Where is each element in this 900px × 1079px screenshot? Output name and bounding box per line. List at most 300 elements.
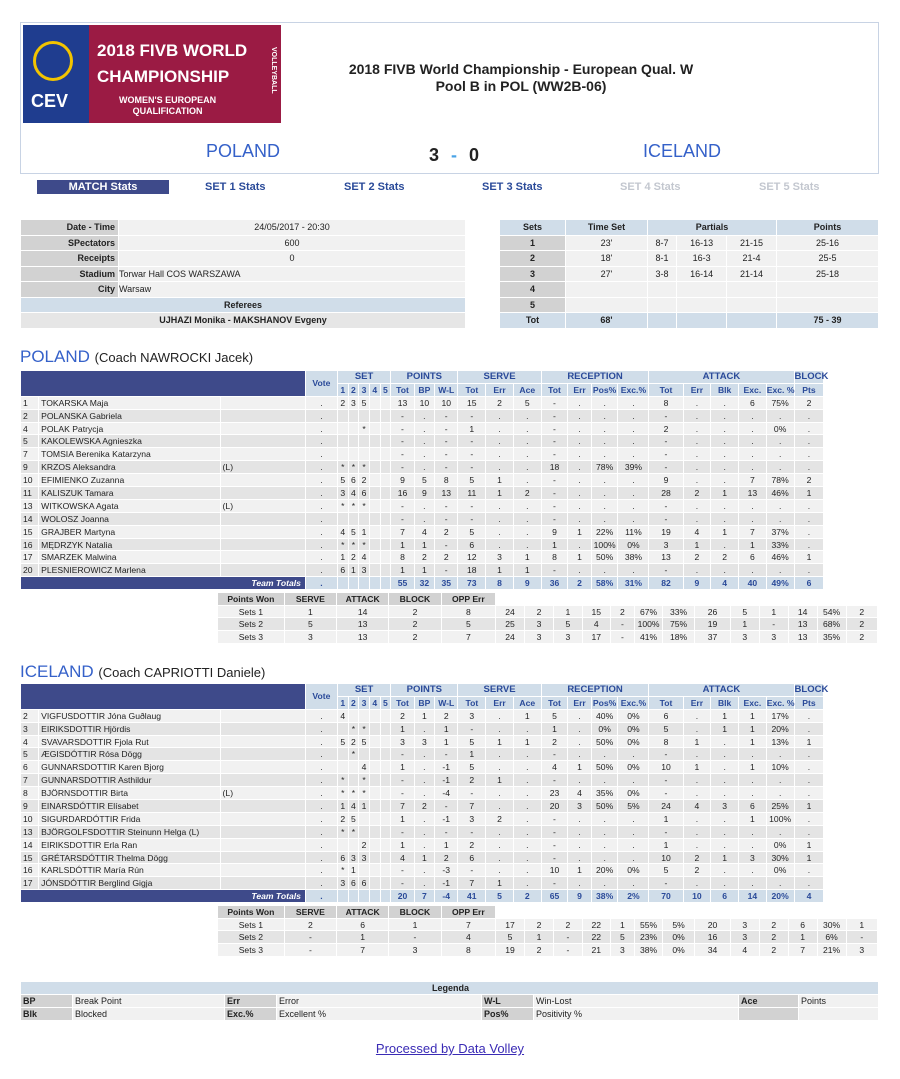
player-stat: . [739, 787, 767, 800]
player-stat: . [794, 525, 824, 538]
player-stat [380, 499, 391, 512]
player-stat: . [794, 774, 824, 787]
player-stat: . [568, 474, 591, 487]
set-cell: 21-14 [727, 266, 777, 282]
player-name: SMARZEK Malwina [39, 551, 220, 564]
player-stat: . [486, 709, 514, 722]
player-stat: 5 [348, 525, 359, 538]
player-stat: - [434, 499, 457, 512]
player-stat: . [305, 512, 337, 525]
set-stat: 3 [759, 631, 788, 644]
player-stat [220, 435, 305, 448]
player-stat: 1 [711, 487, 739, 500]
team-total-cell: 38% [591, 890, 618, 903]
player-stat [380, 735, 391, 748]
team-total-cell: 20% [766, 890, 794, 903]
player-stat: 1 [739, 709, 767, 722]
player-stat: 5 [458, 474, 486, 487]
player-stat: 2 [434, 709, 457, 722]
player-stat: - [391, 748, 414, 761]
legend-key: Ace [739, 995, 799, 1008]
set-stat: 34 [695, 944, 731, 957]
player-stat: 1 [683, 761, 711, 774]
info-value: 24/05/2017 - 20:30 [119, 220, 466, 236]
player-stat: . [591, 474, 618, 487]
player-stat [369, 825, 380, 838]
set-cell [677, 282, 727, 298]
player-name: TOKARSKA Maja [39, 396, 220, 409]
player-stat [369, 409, 380, 422]
player-name: PLESNIEROWICZ Marlena [39, 564, 220, 577]
player-stat: 5 [337, 474, 348, 487]
sets-col-header: ATTACK [337, 906, 389, 919]
player-stat: 0% [766, 838, 794, 851]
sets-header: Points [777, 220, 879, 236]
player-stat: 1 [391, 812, 414, 825]
team-total-cell: -4 [434, 890, 457, 903]
player-stat: . [414, 864, 434, 877]
tab-set-2-stats[interactable]: SET 2 Stats [344, 181, 405, 193]
set-stat: 3 [610, 944, 634, 957]
player-row [21, 435, 878, 448]
player-stat: . [739, 499, 767, 512]
player-name: SVAVARSDOTTIR Fjola Rut [39, 735, 220, 748]
sets-col-header: SERVE [284, 906, 336, 919]
poland-coach: (Coach NAWROCKI Jacek) [94, 350, 254, 365]
player-stat: 3 [458, 709, 486, 722]
set-stat: 22 [582, 931, 610, 944]
player-stat: - [649, 774, 683, 787]
set-stat: 5 [610, 931, 634, 944]
player-stat: . [591, 877, 618, 890]
set-label: Sets 1 [218, 918, 285, 931]
set-stat: 2 [846, 605, 877, 618]
player-stat: - [391, 422, 414, 435]
team-total-cell [359, 577, 370, 590]
player-stat: 1 [739, 761, 767, 774]
player-stat: - [541, 409, 568, 422]
player-stat: . [739, 864, 767, 877]
player-stat [380, 564, 391, 577]
player-stat: - [434, 800, 457, 813]
player-stat: * [337, 787, 348, 800]
player-stat: . [305, 761, 337, 774]
player-stat: . [739, 748, 767, 761]
set-stat: 2 [759, 944, 788, 957]
team-total-cell [380, 577, 391, 590]
player-stat [220, 864, 305, 877]
player-stat: 39% [618, 461, 649, 474]
player-stat: 11% [618, 525, 649, 538]
player-stat: 6 [739, 551, 767, 564]
player-stat: 2 [458, 838, 486, 851]
player-stat: 2 [359, 474, 370, 487]
player-stat: 1 [391, 564, 414, 577]
set-stat: 5 [284, 618, 336, 631]
sub-header: Blk [711, 383, 739, 396]
player-stat: - [541, 396, 568, 409]
player-stat: 3 [359, 564, 370, 577]
player-stat [337, 748, 348, 761]
player-stat: 0% [618, 722, 649, 735]
serve-group-header: SERVE [458, 684, 541, 697]
player-stat: * [348, 461, 359, 474]
player-stat: 5 [359, 396, 370, 409]
player-stat [220, 396, 305, 409]
player-stat: 17 [21, 877, 39, 890]
set-stat: 3 [730, 631, 759, 644]
player-stat: . [711, 461, 739, 474]
player-name: WITKOWSKA Agata [39, 499, 220, 512]
legend-key: Err [225, 995, 277, 1008]
set-stat: 5 [496, 931, 525, 944]
player-stat: . [766, 748, 794, 761]
player-stat: . [305, 487, 337, 500]
player-stat: 4 [541, 761, 568, 774]
player-stat: . [794, 812, 824, 825]
set-stat: 1 [337, 931, 389, 944]
set-cell: 18' [566, 251, 648, 267]
away-score: 0 [469, 145, 480, 165]
player-stat: 1 [541, 538, 568, 551]
player-stat: (L) [220, 787, 305, 800]
player-row [21, 409, 878, 422]
player-stat: . [568, 448, 591, 461]
player-stat: . [414, 422, 434, 435]
player-stat: - [541, 774, 568, 787]
player-stat: -3 [434, 864, 457, 877]
player-stat: 1 [337, 800, 348, 813]
tab-set-1-stats[interactable]: SET 1 Stats [205, 181, 266, 193]
player-stat: . [486, 748, 514, 761]
tab-set-3-stats[interactable]: SET 3 Stats [482, 181, 543, 193]
player-stat: 10 [541, 864, 568, 877]
player-stat: . [766, 435, 794, 448]
player-stat: . [305, 864, 337, 877]
player-stat: . [739, 774, 767, 787]
player-stat [348, 448, 359, 461]
set-stat: 1 [730, 618, 759, 631]
set-stats-row [218, 631, 878, 644]
legend-key: BP [21, 995, 73, 1008]
set-stat: 14 [337, 605, 389, 618]
player-stat: . [513, 851, 541, 864]
player-stat: . [568, 735, 591, 748]
player-stat: - [458, 409, 486, 422]
player-stat: . [766, 461, 794, 474]
player-stat: . [305, 722, 337, 735]
player-stat: - [541, 748, 568, 761]
footer [0, 1041, 900, 1056]
team-total-cell: 14 [739, 890, 767, 903]
set-stat: 1 [788, 931, 817, 944]
player-stat: 2 [434, 525, 457, 538]
player-stat: . [305, 774, 337, 787]
player-stat: 6 [337, 564, 348, 577]
player-stat: 20% [591, 864, 618, 877]
player-stat: 4 [359, 761, 370, 774]
set-cell [566, 297, 648, 313]
player-stat [369, 448, 380, 461]
legend-key [739, 1008, 799, 1021]
player-stat: . [305, 787, 337, 800]
player-stat: . [414, 825, 434, 838]
player-row [21, 512, 878, 525]
set-stat: 37 [695, 631, 731, 644]
player-stat: . [591, 748, 618, 761]
player-stat: . [618, 774, 649, 787]
logo-line-1: 2018 FIVB WORLD [97, 41, 248, 60]
sub-header: Tot [649, 696, 683, 709]
set-stats-row [218, 605, 878, 618]
player-stat: 5 [513, 396, 541, 409]
player-stat: 12 [458, 551, 486, 564]
player-stat [369, 461, 380, 474]
sub-header: Blk [711, 696, 739, 709]
player-stat: 15 [21, 525, 39, 538]
player-stat: 3 [348, 396, 359, 409]
set-stats-row [218, 918, 878, 931]
sub-header: Err [486, 696, 514, 709]
player-stat: - [391, 512, 414, 525]
player-stat: 2 [513, 487, 541, 500]
player-stat: . [486, 761, 514, 774]
player-stat [220, 512, 305, 525]
player-stat: 11 [21, 487, 39, 500]
player-stat: . [513, 461, 541, 474]
player-stat [359, 812, 370, 825]
player-stat: 20 [541, 800, 568, 813]
player-stat: . [683, 474, 711, 487]
set-stat: 54% [817, 605, 846, 618]
player-stat [380, 461, 391, 474]
player-stat: 23 [541, 787, 568, 800]
set-stats-row [218, 931, 878, 944]
player-stat: . [486, 448, 514, 461]
header-corner [21, 684, 306, 710]
player-row [21, 851, 878, 864]
player-stat: 5 [348, 812, 359, 825]
sub-header: Tot [541, 696, 568, 709]
set-stat: 1 [610, 918, 634, 931]
player-stat: . [618, 812, 649, 825]
player-stat: . [513, 474, 541, 487]
legend-desc: Break Point [73, 995, 225, 1008]
player-stat: 0% [618, 709, 649, 722]
team-total-cell: . [305, 577, 337, 590]
logo-line-3b: QUALIFICATION [132, 106, 203, 116]
set-stat: 68% [817, 618, 846, 631]
sub-header: 3 [359, 696, 370, 709]
set-cell [648, 282, 677, 298]
player-stat: 2 [348, 735, 359, 748]
player-stat: 16 [21, 864, 39, 877]
player-stat: 6 [739, 800, 767, 813]
team-total-cell [369, 890, 380, 903]
player-name: GUNNARSDOTTIR Karen Bjorg [39, 761, 220, 774]
player-stat: 9 [21, 800, 39, 813]
team-total-cell: 9 [513, 577, 541, 590]
player-stat: . [591, 851, 618, 864]
player-stat: 4 [568, 787, 591, 800]
player-stat: 8 [434, 474, 457, 487]
set-stat: 21% [817, 944, 846, 957]
player-stat: * [359, 538, 370, 551]
player-name: BJÖRNSDOTTIR Birta [39, 787, 220, 800]
player-row [21, 825, 878, 838]
player-stat: 17 [21, 551, 39, 564]
player-stat: 2 [541, 735, 568, 748]
player-stat: . [414, 774, 434, 787]
player-stat: 13 [649, 551, 683, 564]
player-stat: . [513, 525, 541, 538]
set-cell: 21-15 [727, 235, 777, 251]
player-stat [220, 748, 305, 761]
poland-stats-table [20, 370, 878, 590]
set-stats-row [218, 618, 878, 631]
data-volley-link[interactable]: Processed by Data Volley [375, 1041, 525, 1056]
player-stat: . [414, 748, 434, 761]
player-stat: . [513, 512, 541, 525]
set-stat: 21 [582, 944, 610, 957]
player-stat [337, 722, 348, 735]
player-stat: 6 [458, 538, 486, 551]
set-stat: 2 [389, 618, 441, 631]
player-stat: 13 [21, 499, 39, 512]
player-stat: 1 [486, 877, 514, 890]
set-stat: - [284, 944, 336, 957]
player-stat: . [794, 787, 824, 800]
player-stat: 0% [618, 538, 649, 551]
player-stat: 6 [458, 851, 486, 864]
player-stat: - [458, 512, 486, 525]
sub-header: BP [414, 696, 434, 709]
set-stat: 2 [846, 618, 877, 631]
player-stat: 37% [766, 525, 794, 538]
player-stat: . [794, 877, 824, 890]
player-stat: . [305, 735, 337, 748]
player-stat: . [683, 461, 711, 474]
player-stat: . [414, 512, 434, 525]
player-name: SIGURDARDÓTTIR Frida [39, 812, 220, 825]
player-stat: 1 [348, 564, 359, 577]
player-stat: . [591, 422, 618, 435]
player-stat [359, 709, 370, 722]
player-stat: 4 [21, 422, 39, 435]
player-stat [220, 487, 305, 500]
set-cell: 1 [500, 235, 566, 251]
player-stat [348, 435, 359, 448]
player-stat: . [568, 409, 591, 422]
away-team-name: ICELAND [643, 141, 722, 161]
player-stat: . [513, 761, 541, 774]
info-value: 0 [119, 251, 466, 267]
set-stat: 7 [788, 944, 817, 957]
player-stat: 78% [591, 461, 618, 474]
poland-name: POLAND [20, 347, 90, 366]
team-totals-label: Team Totals [21, 890, 306, 903]
player-stat: . [513, 409, 541, 422]
player-stat: . [683, 774, 711, 787]
player-stat [220, 551, 305, 564]
player-stat: . [414, 499, 434, 512]
set-cell: 27' [566, 266, 648, 282]
block-group-header: BLOCK [794, 684, 829, 696]
player-stat: 2 [794, 474, 824, 487]
player-stat: . [513, 435, 541, 448]
sub-header: 5 [380, 383, 391, 396]
title-line-2: Pool B in POL (WW2B-06) [435, 78, 607, 94]
tab-match-stats[interactable]: MATCH Stats [37, 180, 169, 194]
legend-key: W-L [482, 995, 534, 1008]
player-stat: * [348, 787, 359, 800]
player-stat: . [711, 499, 739, 512]
set-stat: 2 [284, 918, 336, 931]
player-stat [369, 851, 380, 864]
player-stat: 4 [337, 709, 348, 722]
player-stat [359, 448, 370, 461]
player-stat: 9 [391, 474, 414, 487]
set-stat: - [610, 618, 634, 631]
player-stat: 38% [618, 551, 649, 564]
sub-header: Pos% [592, 697, 617, 708]
player-stat: 0% [766, 422, 794, 435]
legend-key: Blk [21, 1008, 73, 1021]
team-total-cell: 70 [649, 890, 683, 903]
player-stat [369, 487, 380, 500]
player-stat: 1 [794, 800, 824, 813]
player-stat: . [305, 499, 337, 512]
vote-header: Vote [305, 371, 337, 397]
player-stat: 1 [683, 735, 711, 748]
player-stat [369, 761, 380, 774]
set-stat: 3 [846, 944, 877, 957]
set-stat: 3 [730, 931, 759, 944]
team-totals-label: Team Totals [21, 577, 306, 590]
player-stat: 1 [683, 538, 711, 551]
team-total-cell: 10 [683, 890, 711, 903]
player-stat: . [683, 396, 711, 409]
set-stat: 13 [337, 631, 389, 644]
player-stat: 6 [739, 396, 767, 409]
legend-key: Exc.% [225, 1008, 277, 1021]
player-stat: . [711, 538, 739, 551]
sub-header: 4 [369, 696, 380, 709]
set-stat: 0% [662, 931, 694, 944]
player-stat: 6 [359, 877, 370, 890]
player-stat: . [305, 538, 337, 551]
match-score [429, 145, 479, 166]
set-row [500, 251, 879, 267]
team-total-cell: 40 [739, 577, 767, 590]
player-stat [380, 409, 391, 422]
player-stat: - [391, 877, 414, 890]
sub-header: W-L [434, 696, 457, 709]
player-stat: 20% [766, 722, 794, 735]
legend-key: Pos% [482, 1008, 534, 1021]
set-stat: - [610, 631, 634, 644]
player-stat: . [711, 761, 739, 774]
sub-header: Tot [649, 383, 683, 396]
sub-header: Pts [794, 383, 824, 396]
set-stat: 4 [441, 931, 496, 944]
header-corner [21, 371, 306, 397]
player-stat [220, 812, 305, 825]
player-stat [220, 422, 305, 435]
sub-header: 1 [337, 383, 348, 396]
player-stat: . [305, 551, 337, 564]
player-row [21, 487, 878, 500]
